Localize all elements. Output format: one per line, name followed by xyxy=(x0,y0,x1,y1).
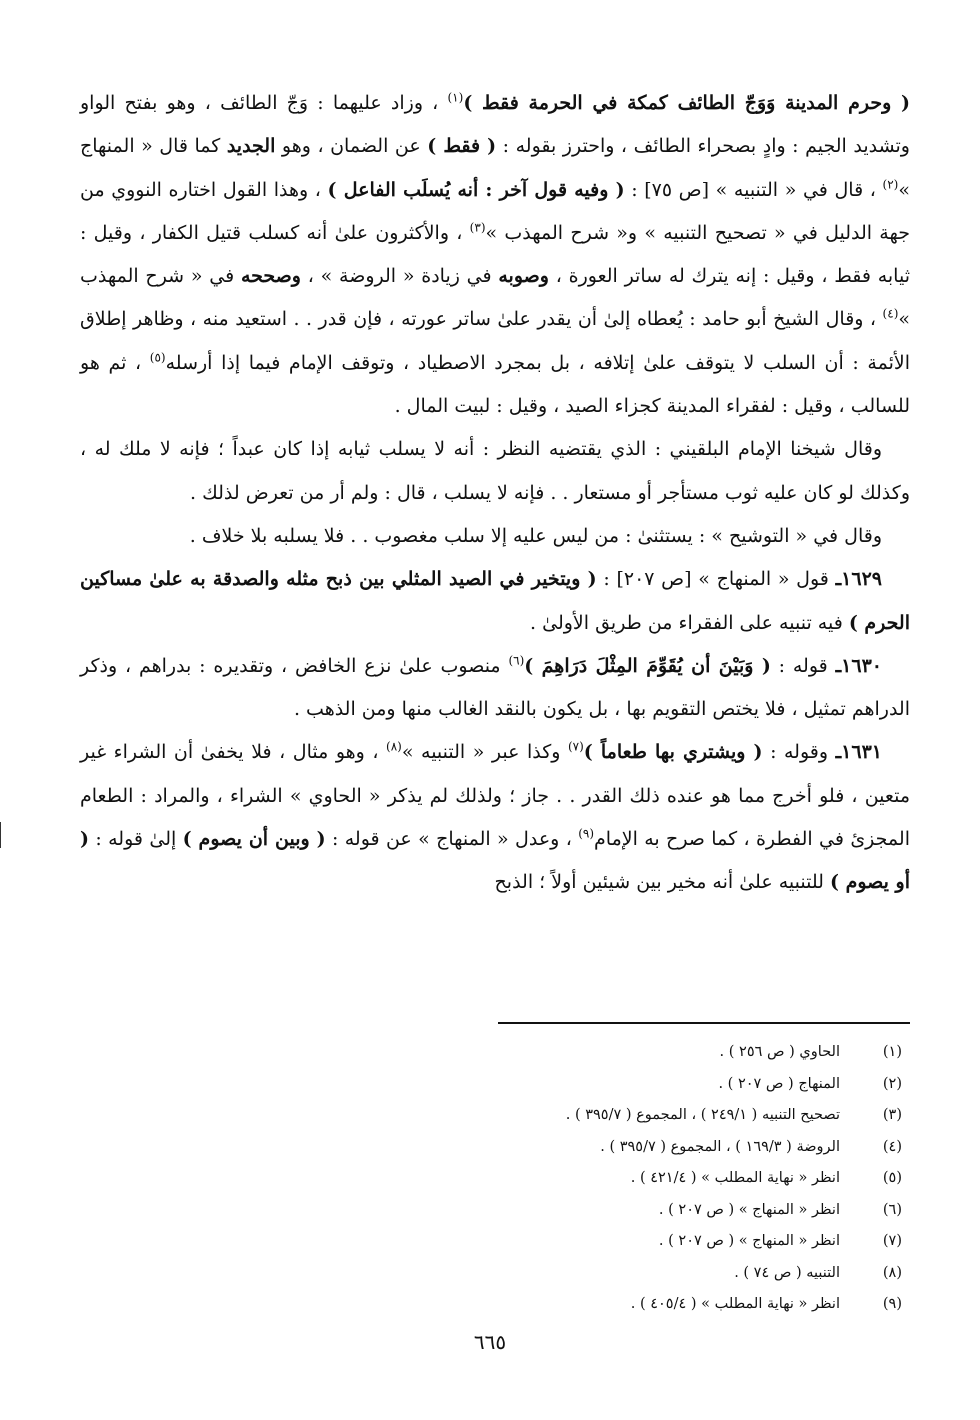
footnote-item xyxy=(80,1226,910,1258)
footnote-item xyxy=(80,1195,910,1227)
matn-quote: ( وحرم المدينة وَوَجّ الطائف كمكة في الحرمة فقط ) xyxy=(463,92,910,114)
footnote-item xyxy=(80,1069,910,1101)
commentary-text: في زيادة « الروضة » ، xyxy=(300,265,499,288)
footnotes xyxy=(80,1037,910,1321)
paragraph-2: وقال شيخنا الإمام البلقيني : الذي يقتضيه النظر : أنه لا يسلب ثيابه إذا كان عبداً ؛ فإنه لا ملك له ، وكذلك لو كان عليه ثوب مستأجر أو مستعار . . فإنه لا يسلب ، قال : ولم أر من تعرض لذلك . xyxy=(80,438,910,504)
footnote-text: الحاوي ( ص ٢٥٦ ) . xyxy=(719,1044,840,1060)
footnote-item xyxy=(80,1132,910,1164)
commentary-text: للتنبيه علىٰ أنه مخير بين شيئين أولاً ؛ الذبح xyxy=(494,871,830,894)
footnote-item xyxy=(80,1289,910,1321)
footnote-number: (٦) xyxy=(882,1201,902,1218)
footnote-item xyxy=(80,1163,910,1195)
footnote-ref[interactable]: (٨) xyxy=(386,740,402,755)
footnote-ref[interactable]: (٦) xyxy=(508,653,525,668)
commentary-text: ، ثم هو للسالب ، وقيل : لفقراء المدينة كجزاء الصيد ، وقيل : لبيت المال . xyxy=(80,351,910,418)
commentary-text: قول « المنهاج » [ص ٢٠٧] : xyxy=(596,568,836,591)
footnote-ref[interactable]: (٥) xyxy=(149,350,166,365)
commentary-text: إلىٰ قوله : xyxy=(89,828,183,851)
footnote-ref[interactable]: (١) xyxy=(447,90,464,105)
footnote-ref[interactable]: (٤) xyxy=(882,307,899,322)
issue-1629 xyxy=(80,558,910,645)
footnote-text: انظر « نهاية المطلب » ( ٤٢١/٤ ) . xyxy=(630,1170,840,1186)
commentary-text: ، قال في « التنبيه » [ص ٧٥] : xyxy=(624,178,883,201)
footnote-ref[interactable]: (٣) xyxy=(469,220,486,235)
commentary-text: وكذا عبر « التنبيه » xyxy=(401,741,568,764)
footnote-ref[interactable]: (٢) xyxy=(882,177,899,192)
main-text xyxy=(80,82,910,905)
footnote-number: (٧) xyxy=(882,1233,902,1249)
issue-number: ١٦٣١ـ xyxy=(835,741,882,764)
scan-edge-mark xyxy=(0,822,1,848)
footnote-text: التنبيه ( ص ٧٤ ) . xyxy=(734,1264,840,1281)
footnote-number: (٤) xyxy=(882,1138,902,1155)
matn-quote: ( وبين أن يصوم ) xyxy=(182,828,326,851)
footnote-number: (٢) xyxy=(882,1075,902,1092)
matn-quote: ( أو يصوم ) xyxy=(80,828,910,894)
matn-quote: ( وفيه قول آخر : أنه يُسلَب الفاعل ) xyxy=(327,178,625,201)
footnote-item xyxy=(80,1037,910,1069)
footnote-item xyxy=(80,1258,910,1290)
footnote-number: (٣) xyxy=(882,1107,902,1123)
paragraph-3: وقال في « التوشيح » : يستثنىٰ : من ليس عليه إلا سلب مغصوب . . فلا يسلبه بلا خلاف . xyxy=(189,524,882,547)
issue-number: ١٦٣٠ـ xyxy=(835,654,882,677)
matn-quote: ( ويشتري بها طعاماً ) xyxy=(583,741,763,764)
footnote-text: تصحيح التنبيه ( ٢٤٩/١ ) ، المجموع ( ٣٩٥/٧ ) . xyxy=(565,1107,840,1123)
commentary-text: ، وهذا القول اختاره النووي من جهة الدليل في « تصحيح التنبيه » و« شرح المهذب » xyxy=(80,178,910,244)
bold-term: وصوبه xyxy=(498,265,549,288)
matn-quote: ( وَبَيْنَ أن يُقَوِّمَ المِثْلَ دَرَاهِمَ ) xyxy=(524,654,771,677)
matn-quote: ( فقط ) xyxy=(427,135,497,158)
footnote-text: الروضة ( ١٦٩/٣ ) ، المجموع ( ٣٩٥/٧ ) . xyxy=(600,1138,840,1155)
footnote-number: (١) xyxy=(882,1044,902,1060)
commentary-text: كما قال « المنهاج » xyxy=(80,135,910,201)
issue-1630 xyxy=(80,645,910,732)
footnote-number: (٨) xyxy=(882,1264,902,1281)
commentary-text: ، وزاد عليهما : وَجّ الطائف ، وهو بفتح الواو وتشديد الجيم : وادٍ بصحراء الطائف ، واحترز بقوله : xyxy=(80,92,910,158)
footnote-separator xyxy=(498,1022,910,1024)
footnote-ref[interactable]: (٧) xyxy=(567,740,584,755)
commentary-text: ، وقال الشيخ أبو حامد : يُعطاه إلىٰ أن يقدر علىٰ ساتر عورته ، فإن قدر . . استعيد منه ، وظاهر إطلاق الأئمة : أن السلب لا يتوقف علىٰ إتلافه ، بل بمجرد الاصطياد ، وتوقف الإمام فيما إذا أرسله xyxy=(80,308,910,374)
commentary-text: فيه تنبيه على الفقراء من طريق الأولىٰ . xyxy=(530,611,849,634)
issue-1631 xyxy=(80,731,910,904)
commentary-text: وقوله : xyxy=(762,741,836,764)
issue-number: ١٦٢٩ـ xyxy=(835,568,882,591)
bold-term: وصححه xyxy=(240,265,301,288)
footnote-text: انظر « المنهاج » ( ص ٢٠٧ ) . xyxy=(658,1233,840,1249)
page-number: ٦٦٥ xyxy=(473,1330,507,1354)
commentary-text: ، والأكثرون علىٰ أنه كسلب قتيل الكفار ، وقيل : ثيابه فقط ، وقيل : إنه يترك له ساتر العورة ، xyxy=(80,221,910,288)
footnote-text: المنهاج ( ص ٢٠٧ ) . xyxy=(718,1075,840,1092)
paragraph-1 xyxy=(80,82,910,428)
commentary-text: في « شرح المهذب » xyxy=(80,265,910,331)
commentary-text: قوله : xyxy=(770,654,836,677)
footnote-number: (٥) xyxy=(882,1170,902,1186)
footnote-text: انظر « المنهاج » ( ص ٢٠٧ ) . xyxy=(658,1201,840,1218)
matn-quote: ( ويتخير في الصيد المثلي بين ذبح مثله والصدقة به علىٰ مساكين الحرم ) xyxy=(80,568,910,634)
commentary-text: عن الضمان ، وهو xyxy=(275,135,428,158)
bold-term: الجديد xyxy=(226,135,276,158)
commentary-text: ، وهو مثال ، فلا يخفىٰ أن الشراء غير متعين ، فلو أخرج مما هو عنده ذلك القدر . . جاز ؛ ولذلك لم يذكر « الحاوي » الشراء ، والمراد : الطعام المجزئ في الفطرة ، كما صرح به الإمام xyxy=(80,741,910,851)
footnote-text: انظر « نهاية المطلب » ( ٤٠٥/٤ ) . xyxy=(630,1296,840,1312)
footnote-item xyxy=(80,1100,910,1132)
commentary-text: ، وعدل « المنهاج » عن قوله : xyxy=(325,828,579,851)
footnote-number: (٩) xyxy=(882,1296,902,1312)
commentary-text: منصوب علىٰ نزع الخافض ، وتقديره : بدراهم ، وذكر الدراهم تمثيل ، فلا يختص التقويم بها ، بل يكون بالنقد الغالب منها ومن الذهب . xyxy=(80,654,910,721)
footnote-ref[interactable]: (٩) xyxy=(578,826,595,841)
